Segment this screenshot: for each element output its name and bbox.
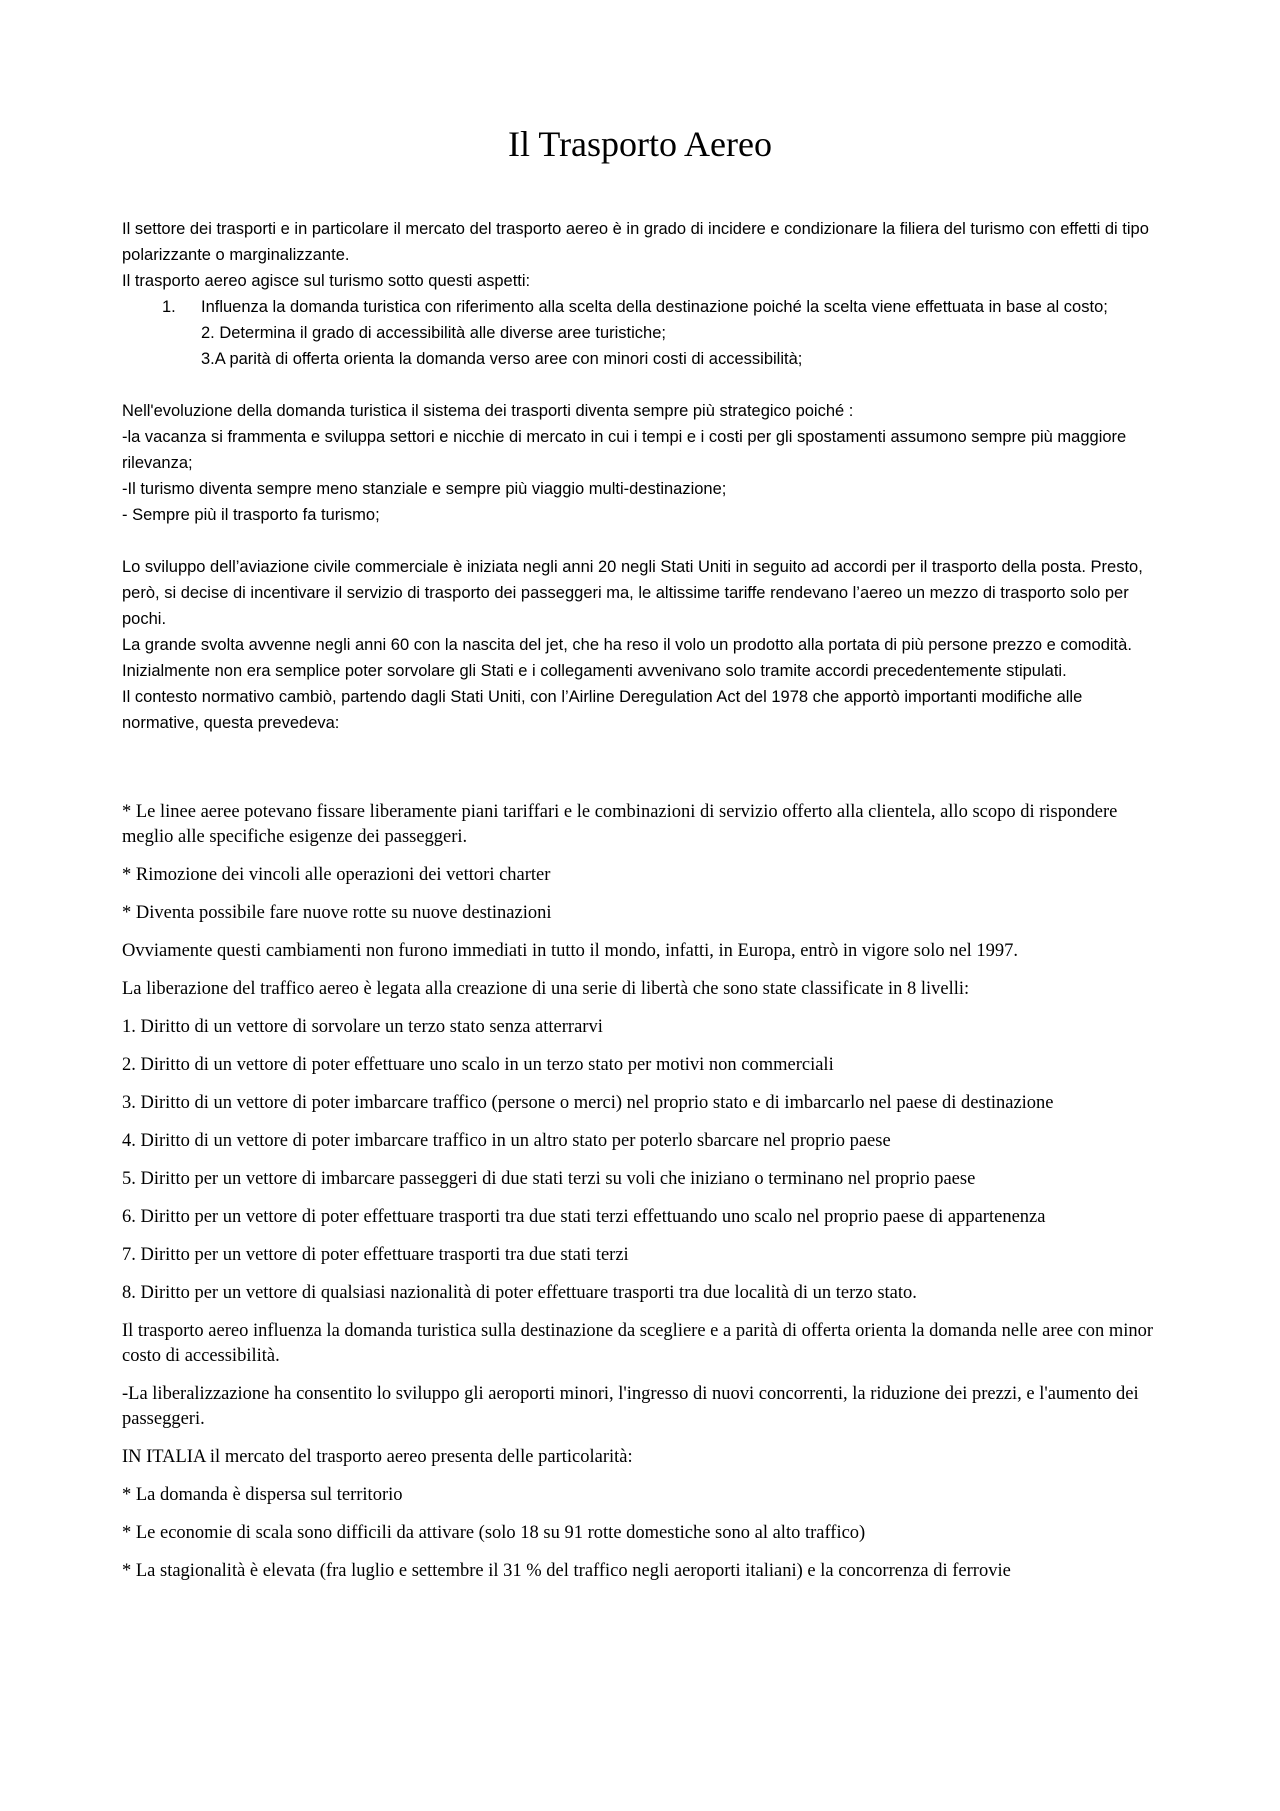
freedom-item: 2. Diritto di un vettore di poter effettuare uno scalo in un terzo stato per motivi non commerciali bbox=[122, 1055, 834, 1075]
freedom-item: 4. Diritto di un vettore di poter imbarcare traffico in un altro stato per poterlo sbarcare nel proprio paese bbox=[122, 1131, 891, 1151]
body-paragraph: IN ITALIA il mercato del trasporto aereo presenta delle particolarità: bbox=[122, 1447, 633, 1467]
freedom-item: 8. Diritto per un vettore di qualsiasi nazionalità di poter effettuare trasporti tra due località di un terzo stato. bbox=[122, 1283, 917, 1303]
spacer bbox=[122, 372, 1162, 398]
body-paragraph: Il trasporto aereo influenza la domanda turistica sulla destinazione da scegliere e a parità di offerta orienta la domanda nelle aree con minor costo di accessibilità. bbox=[122, 1321, 1154, 1366]
body-paragraph: Ovviamente questi cambiamenti non furono immediati in tutto il mondo, infatti, in Europa, entrò in vigore solo nel 1997. bbox=[122, 941, 1019, 961]
freedom-item: 5. Diritto per un vettore di imbarcare passeggeri di due stati terzi su voli che iniziano o terminano nel proprio paese bbox=[122, 1169, 976, 1189]
body-paragraph: * Le linee aeree potevano fissare liberamente piani tariffari e le combinazioni di servizio offerto alla clientela, allo scopo di rispondere meglio alle specifiche esigenze dei passeggeri. bbox=[122, 802, 1118, 847]
body-paragraph: * La stagionalità è elevata (fra luglio e settembre il 31 % del traffico negli aeroporti italiani) e la concorrenza di ferrovie bbox=[122, 1561, 1011, 1581]
body-paragraph: La liberazione del traffico aereo è legata alla creazione di una serie di libertà che sono state classificate in 8 livelli: bbox=[122, 979, 970, 999]
freedom-item: 1. Diritto di un vettore di sorvolare un terzo stato senza atterrarvi bbox=[122, 1017, 603, 1037]
evolution-paragraph: Nell'evoluzione della domanda turistica il sistema dei trasporti diventa sempre più strategico poiché : bbox=[122, 402, 854, 420]
list-item: 3.A parità di offerta orienta la domanda verso aree con minori costi di accessibilità; bbox=[201, 350, 803, 368]
evolution-point: - Sempre più il trasporto fa turismo; bbox=[122, 506, 380, 524]
body-paragraph: * Le economie di scala sono difficili da attivare (solo 18 su 91 rotte domestiche sono al alto traffico) bbox=[122, 1523, 866, 1543]
list-number: 1. bbox=[162, 298, 176, 316]
list-item-text: Influenza la domanda turistica con riferimento alla scelta della destinazione poiché la scelta viene effettuata in base al costo; bbox=[201, 298, 1108, 316]
history-paragraph: Il contesto normativo cambiò, partendo dagli Stati Uniti, con l’Airline Deregulation Act del 1978 che apportò importanti modifiche alle normative, questa prevedeva: bbox=[122, 688, 1083, 732]
body-paragraph: * Diventa possibile fare nuove rotte su nuove destinazioni bbox=[122, 903, 552, 923]
body-paragraph: * Rimozione dei vincoli alle operazioni dei vettori charter bbox=[122, 865, 551, 885]
intro-paragraph: Il settore dei trasporti e in particolare il mercato del trasporto aereo è in grado di incidere e condizionare la filiera del turismo con effetti di tipo polarizzante o marginalizzante. bbox=[122, 220, 1149, 264]
freedom-item: 3. Diritto di un vettore di poter imbarcare traffico (persone o merci) nel proprio stato e di imbarcarlo nel paese di destinazione bbox=[122, 1093, 1054, 1113]
freedom-item: 6. Diritto per un vettore di poter effettuare trasporti tra due stati terzi effettuando uno scalo nel proprio paese di appartenenza bbox=[122, 1207, 1046, 1227]
intro-lead: Il trasporto aereo agisce sul turismo sotto questi aspetti: bbox=[122, 272, 531, 290]
spacer bbox=[122, 528, 1162, 554]
history-paragraph: La grande svolta avvenne negli anni 60 con la nascita del jet, che ha reso il volo un prodotto alla portata di più persone prezzo e comodità. Inizialmente non era semplice poter sorvolare gli Stati e i collegamenti avvenivano solo tramite accordi precedentemente stipulati. bbox=[122, 636, 1132, 680]
freedom-item: 7. Diritto per un vettore di poter effettuare trasporti tra due stati terzi bbox=[122, 1245, 629, 1265]
list-item: 2. Determina il grado di accessibilità alle diverse aree turistiche; bbox=[201, 324, 666, 342]
intro-section bbox=[122, 216, 1162, 736]
list-item bbox=[122, 294, 1162, 320]
serif-section bbox=[122, 800, 1168, 1597]
page-title: Il Trasporto Aereo bbox=[508, 124, 772, 164]
aspects-list bbox=[122, 294, 1162, 372]
evolution-point: -Il turismo diventa sempre meno stanziale e sempre più viaggio multi-destinazione; bbox=[122, 480, 727, 498]
body-paragraph: -La liberalizzazione ha consentito lo sviluppo gli aeroporti minori, l'ingresso di nuovi concorrenti, la riduzione dei prezzi, e l'aumento dei passeggeri. bbox=[122, 1384, 1139, 1429]
history-paragraph: Lo sviluppo dell’aviazione civile commerciale è iniziata negli anni 20 negli Stati Uniti in seguito ad accordi per il trasporto della posta. Presto, però, si decise di incentivare il servizio di trasporto dei passeggeri ma, le altissime tariffe rendevano l’aereo un mezzo di trasporto solo per pochi. bbox=[122, 558, 1143, 628]
body-paragraph: * La domanda è dispersa sul territorio bbox=[122, 1485, 403, 1505]
evolution-point: -la vacanza si frammenta e sviluppa settori e nicchie di mercato in cui i tempi e i costi per gli spostamenti assumono sempre più maggiore rilevanza; bbox=[122, 428, 1127, 472]
